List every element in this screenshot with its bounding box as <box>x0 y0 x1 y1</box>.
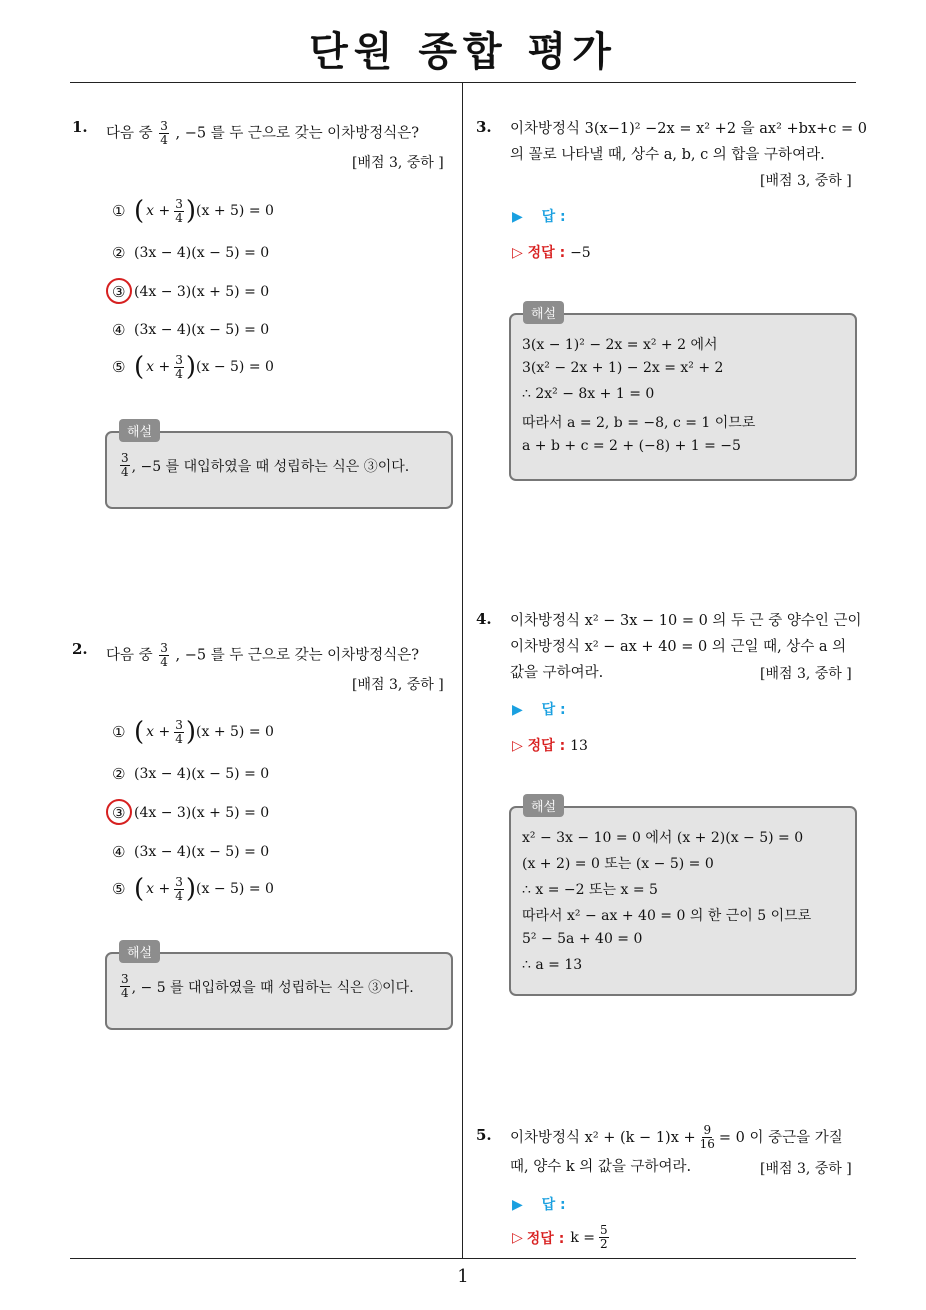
q4-explanation-line: 따라서 x² − ax + 40 = 0 의 한 근이 5 이므로 <box>522 908 812 924</box>
q1-text-pre: 다음 중 <box>106 125 153 142</box>
q2-option-1[interactable]: ① ( x + $\frac{3}{4}$ ) (x + 5) = 0 <box>112 717 274 747</box>
question-2-meta: [배점 3, 중하 ] <box>352 677 444 693</box>
question-3-meta: [배점 3, 중하 ] <box>760 173 852 189</box>
q4-explanation-line: x² − 3x − 10 = 0 에서 (x + 2)(x − 5) = 0 <box>522 830 804 846</box>
q1-option-4[interactable]: ④ (3x − 4)(x − 5) = 0 <box>112 321 270 339</box>
question-5-meta: [배점 3, 중하 ] <box>760 1161 852 1177</box>
question-1-meta: [배점 3, 중하 ] <box>352 155 444 171</box>
q3-explanation-line: ∴ 2x² − 8x + 1 = 0 <box>522 386 655 402</box>
question-3-line-1: 이차방정식 3(x−1)² −2x = x² +2 을 ax² +bx+c = 0 <box>510 121 867 137</box>
question-4-number: 4. <box>476 610 492 628</box>
page-title: 단원 종합 평가 <box>309 29 617 75</box>
correct-triangle-icon: ▷ <box>512 738 523 754</box>
question-2-number: 2. <box>72 640 88 658</box>
q2-option-4[interactable]: ④ (3x − 4)(x − 5) = 0 <box>112 843 270 861</box>
top-rule <box>70 82 856 83</box>
q4-explanation-line: 5² − 5a + 40 = 0 <box>522 931 643 947</box>
question-5-number: 5. <box>476 1126 492 1144</box>
question-3-number: 3. <box>476 118 492 136</box>
question-4-line-2: 이차방정식 x² − ax + 40 = 0 의 근일 때, 상수 a 의 <box>510 639 847 655</box>
q1-option-1[interactable]: ① ( x + $\frac{3}{4}$ ) (x + 5) = 0 <box>112 196 274 226</box>
q3-answer-field[interactable]: ▶ 답 : <box>512 209 566 225</box>
question-4-line-3: 값을 구하여라. <box>510 665 604 681</box>
q5-correct-answer: ▷ 정답 : k = $\frac{5}{2}$ <box>512 1223 608 1251</box>
bottom-rule <box>70 1258 856 1259</box>
answer-triangle-icon: ▶ <box>512 209 523 225</box>
answer-triangle-icon: ▶ <box>512 1197 523 1213</box>
q2-explanation-tag: 해설 <box>119 940 160 963</box>
q1-explanation-text: $\frac{3}{4}$ , −5 를 대입하였을 때 성립하는 식은 ③이다. <box>121 451 410 479</box>
question-2-text <box>106 642 419 669</box>
q4-correct-answer: ▷ 정답 : 13 <box>512 738 588 754</box>
q3-explanation-line: a + b + c = 2 + (−8) + 1 = −5 <box>522 438 741 454</box>
q3-correct-answer: ▷ 정답 : −5 <box>512 245 591 261</box>
q4-explanation-line: ∴ x = −2 또는 x = 5 <box>522 882 658 898</box>
q2-option-3[interactable]: ③ (4x − 3)(x + 5) = 0 <box>112 804 270 822</box>
page-number: 1 <box>457 1266 469 1287</box>
question-1-number: 1. <box>72 118 88 136</box>
q3-explanation-line: 따라서 a = 2, b = −8, c = 1 이므로 <box>522 415 756 431</box>
question-5-line-2: 때, 양수 k 의 값을 구하여라. <box>510 1159 692 1175</box>
q2-option-2[interactable]: ② (3x − 4)(x − 5) = 0 <box>112 765 270 783</box>
q1-option-3[interactable]: ③ (4x − 3)(x + 5) = 0 <box>112 283 270 301</box>
q2-explanation-text: $\frac{3}{4}$ , − 5 를 대입하였을 때 성립하는 식은 ③이다. <box>121 972 414 1000</box>
q3-explanation-tag: 해설 <box>523 301 564 324</box>
column-divider <box>462 82 463 1258</box>
question-4-meta: [배점 3, 중하 ] <box>760 666 852 682</box>
question-4-line-1: 이차방정식 x² − 3x − 10 = 0 의 두 근 중 양수인 근이 <box>510 613 862 629</box>
q1-text-post: , −5 를 두 근으로 갖는 이차방정식은? <box>175 125 420 142</box>
q5-answer-field[interactable]: ▶ 답 : <box>512 1197 566 1213</box>
question-1-text <box>106 120 419 147</box>
q4-answer-field[interactable]: ▶ 답 : <box>512 702 566 718</box>
question-5-line-1: 이차방정식 x² + (k − 1)x + $\frac{9}{16}$ = 0 이 중근을 가질 <box>510 1123 843 1151</box>
q2-fraction: $\frac{3}{4}$ <box>160 641 168 669</box>
q2-text-pre: 다음 중 <box>106 647 153 664</box>
q4-explanation-line: (x + 2) = 0 또는 (x − 5) = 0 <box>522 856 714 872</box>
correct-triangle-icon: ▷ <box>512 245 523 261</box>
q2-text-post: , −5 를 두 근으로 갖는 이차방정식은? <box>175 647 420 664</box>
question-3-line-2: 의 꼴로 나타낼 때, 상수 a, b, c 의 합을 구하여라. <box>510 147 825 163</box>
q1-option-5[interactable]: ⑤ ( x + $\frac{3}{4}$ ) (x − 5) = 0 <box>112 352 274 382</box>
q4-explanation-line: ∴ a = 13 <box>522 957 583 973</box>
q1-option-2[interactable]: ② (3x − 4)(x − 5) = 0 <box>112 244 270 262</box>
correct-triangle-icon: ▷ <box>512 1229 523 1246</box>
q1-fraction: $\frac{3}{4}$ <box>160 119 168 147</box>
q3-explanation-line: 3(x² − 2x + 1) − 2x = x² + 2 <box>522 360 724 376</box>
answer-triangle-icon: ▶ <box>512 702 523 718</box>
q4-explanation-tag: 해설 <box>523 794 564 817</box>
q3-explanation-line: 3(x − 1)² − 2x = x² + 2 에서 <box>522 337 718 353</box>
q2-option-5[interactable]: ⑤ ( x + $\frac{3}{4}$ ) (x − 5) = 0 <box>112 874 274 904</box>
q1-explanation-tag: 해설 <box>119 419 160 442</box>
